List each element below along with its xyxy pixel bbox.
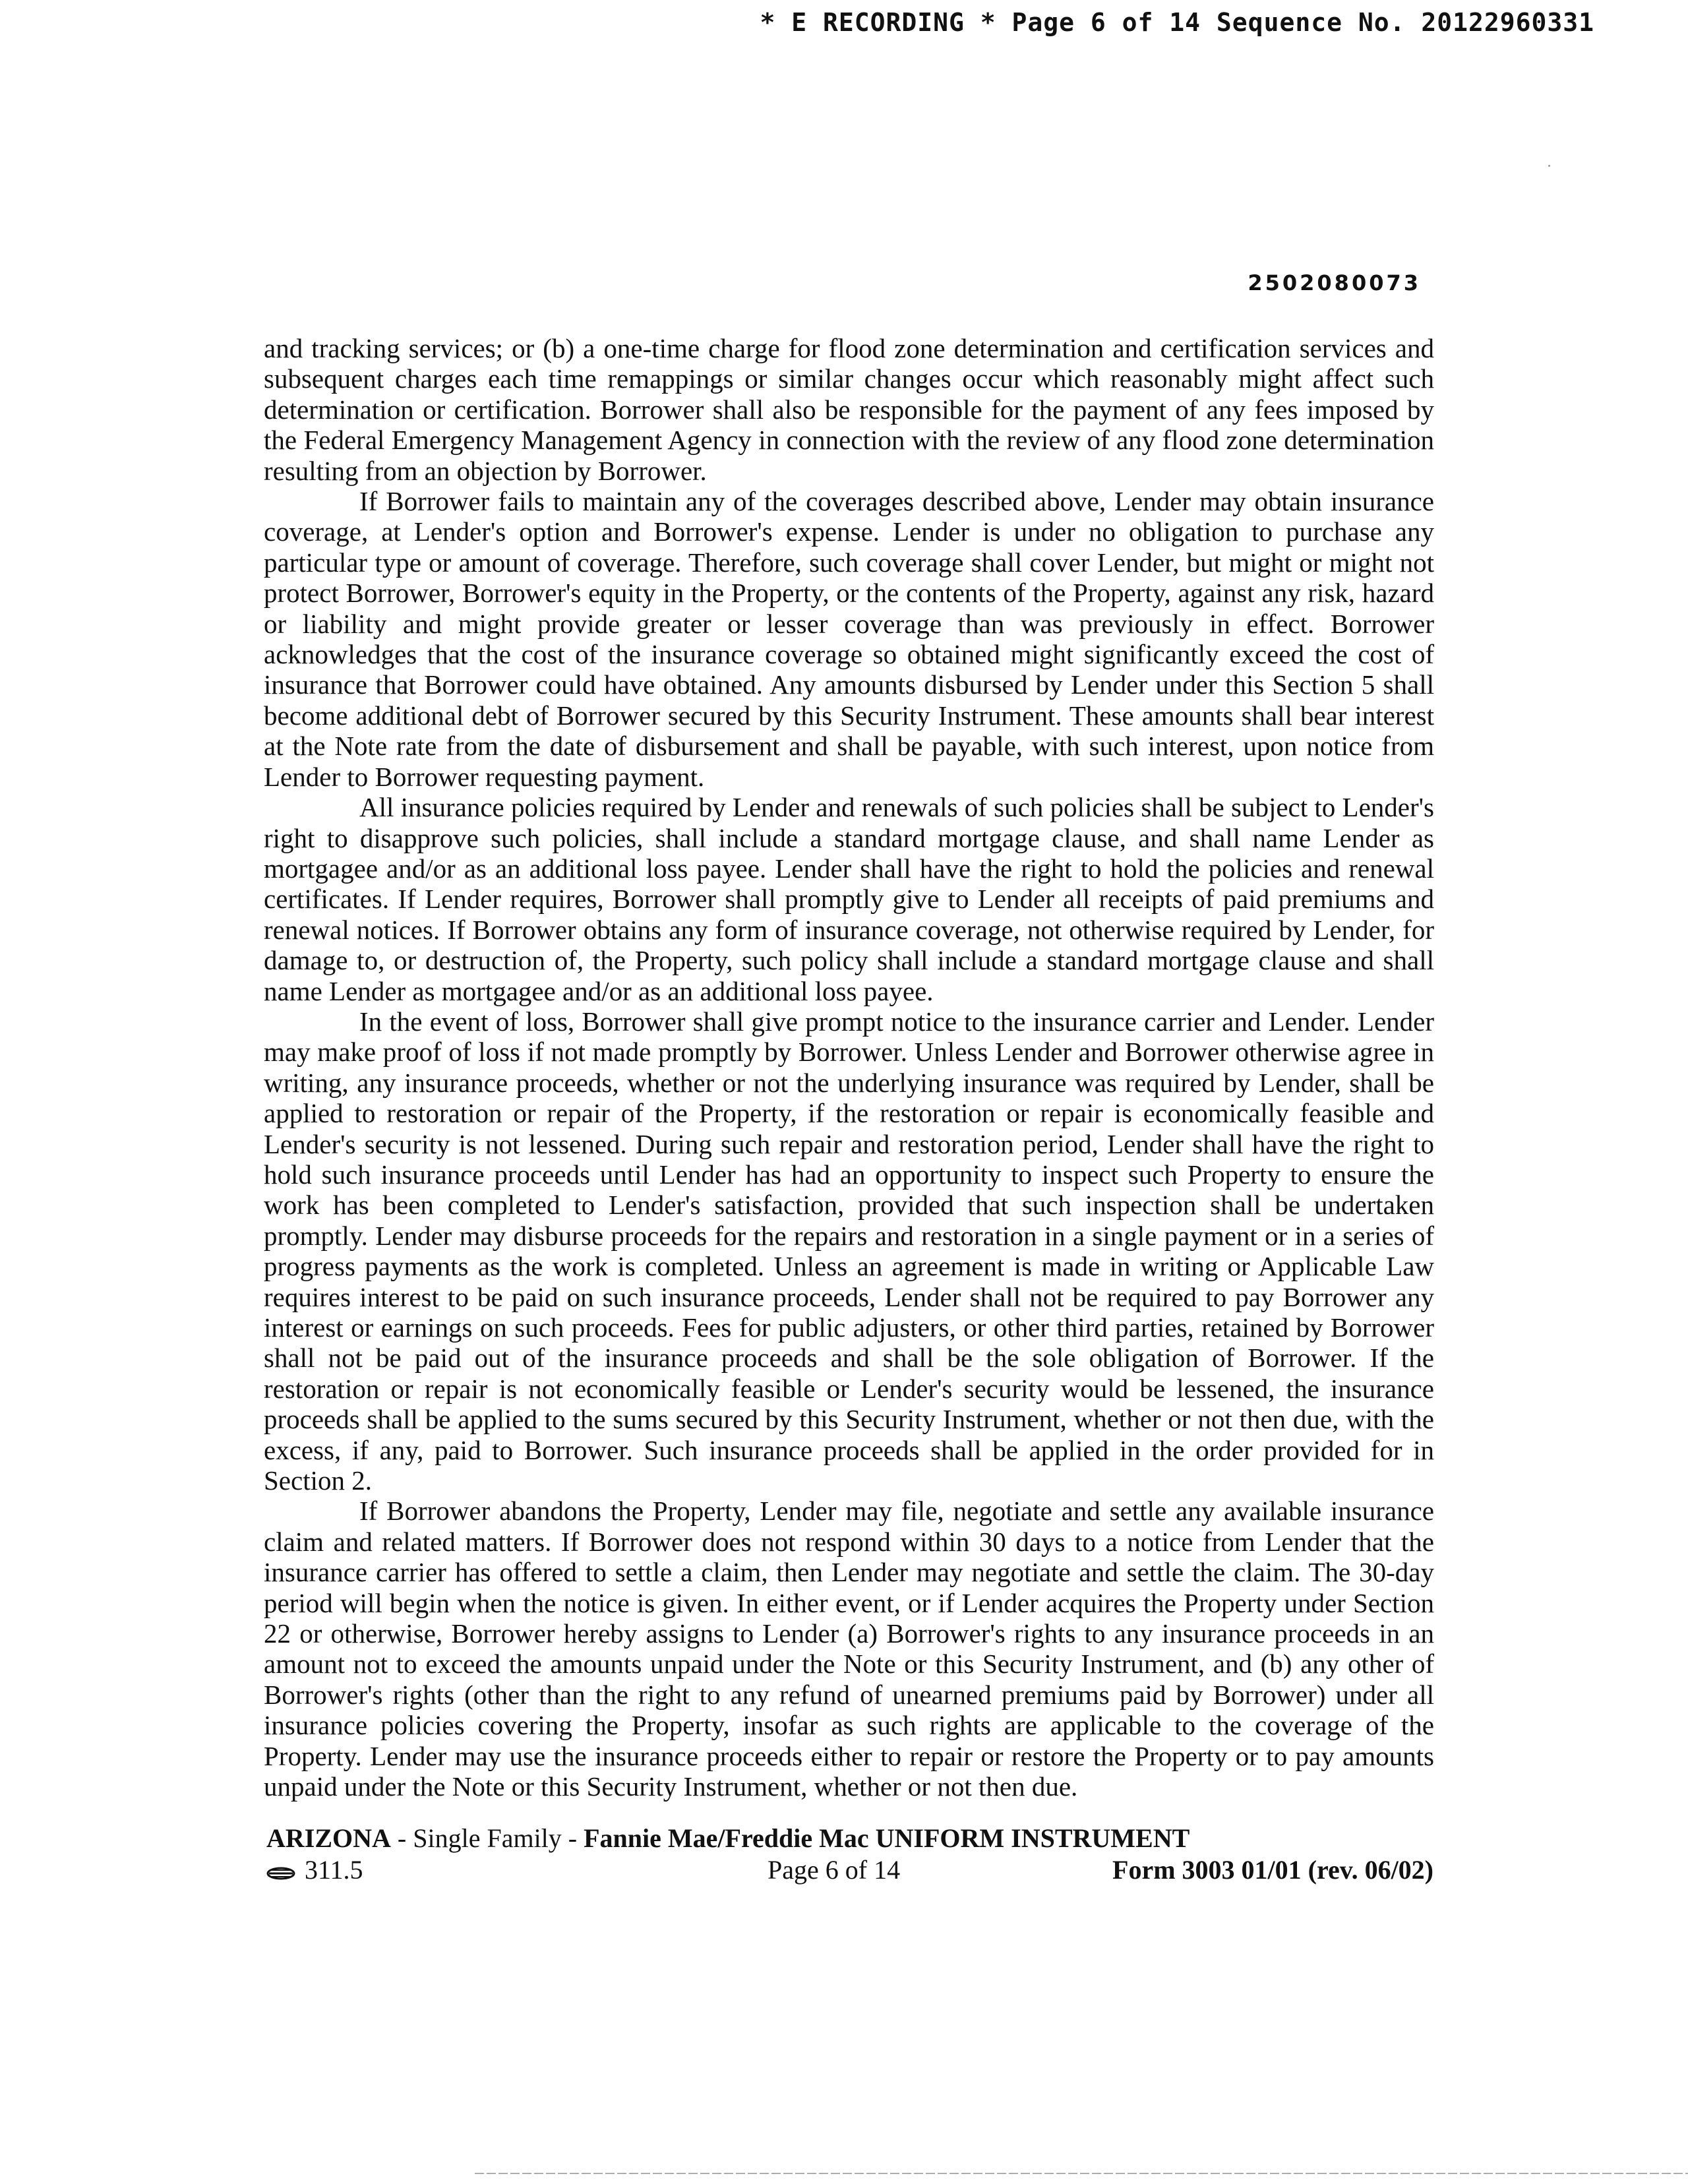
scan-speck (1548, 165, 1550, 167)
paragraph-event-of-loss: In the event of loss, Borrower shall give prompt notice to the insurance carrier and Lender. Lender may make proof of loss if not made promptly by Borrower. Unless Lender and Borrower otherwise agree in writing, any insurance proceeds, whether or not the underlying insurance was required by Lender, shall be applied to restoration or repair of the Property, if the restoration or repair is economically feasible and Lender's security is not lessened. During such repair and restoration period, Lender shall have the right to hold such insurance proceeds until Lender has had an opportunity to inspect such Property to ensure the work has been completed to Lender's satisfaction, provided that such inspection shall be undertaken promptly. Lender may disburse proceeds for the repairs and restoration in a single payment or in a series of progress payments as the work is completed. Unless an agreement is made in writing or Applicable Law requires interest to be paid on such insurance proceeds, Lender shall not be required to pay Borrower any interest or earnings on such proceeds. Fees for public adjusters, or other third parties, retained by Borrower shall not be paid out of the insurance proceeds and shall be the sole obligation of Borrower. If the restoration or repair is not economically feasible or Lender's security would be lessened, the insurance proceeds shall be applied to the sums secured by this Security Instrument, whether or not then due, with the excess, if any, paid to Borrower. Such insurance proceeds shall be applied in the order provided for in Section 2. (264, 1006, 1434, 1496)
document-body (264, 333, 1434, 1802)
loan-number: 2502080073 (1248, 270, 1421, 295)
form-footer (266, 1823, 1433, 1885)
footer-meta (266, 1855, 1433, 1885)
footer-separator: - Single Family - (390, 1823, 584, 1853)
paragraph-flood-services: and tracking services; or (b) a one-time charge for flood zone determination and certification services and subsequent charges each time remappings or similar changes occur which reasonably might affect such determination or certification. Borrower shall also be responsible for the payment of any fees imposed by the Federal Emergency Management Agency in connection with the review of any flood zone determination resulting from an objection by Borrower. (264, 333, 1434, 486)
paragraph-abandonment: If Borrower abandons the Property, Lender may file, negotiate and settle any available insurance claim and related matters. If Borrower does not respond within 30 days to a notice from Lender that the insurance carrier has offered to settle a claim, then Lender may negotiate and settle the claim. The 30-day period will begin when the notice is given. In either event, or if Lender acquires the Property under Section 22 or otherwise, Borrower hereby assigns to Lender (a) Borrower's rights to any insurance proceeds in an amount not to exceed the amounts unpaid under the Note or this Security Instrument, and (b) any other of Borrower's rights (other than the right to any refund of unearned premiums paid by Borrower) under all insurance policies covering the Property, insofar as such rights are applicable to the coverage of the Property. Lender may use the insurance proceeds either to repair or restore the Property or to pay amounts unpaid under the Note or this Security Instrument, whether or not then due. (264, 1496, 1434, 1802)
footer-title (266, 1823, 1433, 1854)
footer-page-label: Page 6 of 14 (768, 1855, 901, 1885)
paragraph-lender-coverage: If Borrower fails to maintain any of the coverages described above, Lender may obtain insurance coverage, at Lender's option and Borrower's expense. Lender is under no obligation to purchase any particular type or amount of coverage. Therefore, such coverage shall cover Lender, but might or might not protect Borrower, Borrower's equity in the Property, or the contents of the Property, against any risk, hazard or liability and might provide greater or lesser coverage than was previously in effect. Borrower acknowledges that the cost of the insurance coverage so obtained might significantly exceed the cost of insurance that Borrower could have obtained. Any amounts disbursed by Lender under this Section 5 shall become additional debt of Borrower secured by this Security Instrument. These amounts shall bear interest at the Note rate from the date of disbursement and shall be payable, with such interest, upon notice from Lender to Borrower requesting payment. (264, 486, 1434, 792)
footer-instrument: Fannie Mae/Freddie Mac UNIFORM INSTRUMENT (584, 1823, 1190, 1853)
paragraph-insurance-policies: All insurance policies required by Lender and renewals of such policies shall be subject to Lender's right to disapprove such policies, shall include a standard mortgage clause, and shall name Lender as mortgagee and/or as an additional loss payee. Lender shall have the right to hold the policies and renewal certificates. If Lender requires, Borrower shall promptly give to Lender all receipts of paid premiums and renewal notices. If Borrower obtains any form of insurance coverage, not otherwise required by Lender, for damage to, or destruction of, the Property, such policy shall include a standard mortgage clause and shall name Lender as mortgagee and/or as an additional loss payee. (264, 792, 1434, 1006)
scan-artifact-line (475, 2173, 1688, 2174)
footer-form-code: 311.5 (305, 1855, 363, 1885)
footer-state: ARIZONA (266, 1823, 391, 1853)
vmp-logo-icon (266, 1858, 295, 1888)
recording-header: * E RECORDING * Page 6 of 14 Sequence No. 20122960331 (760, 8, 1594, 37)
footer-form-number: Form 3003 01/01 (rev. 06/02) (1112, 1855, 1433, 1885)
